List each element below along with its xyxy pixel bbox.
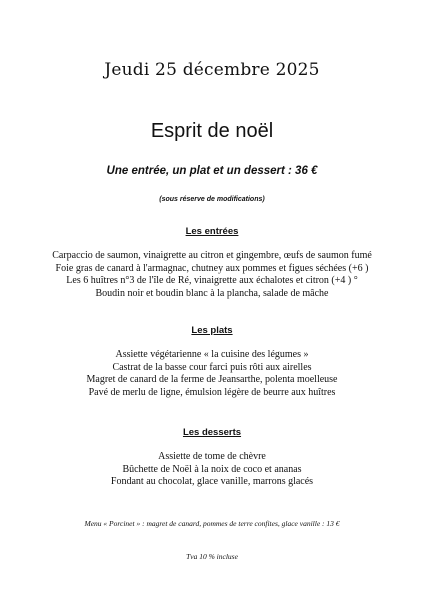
menu-title: Esprit de noël bbox=[150, 120, 274, 142]
section-items-entrees bbox=[0, 250, 424, 300]
menu-item: Magret de canard de la ferme de Jeansarthe, polenta moelleuse bbox=[86, 374, 338, 385]
menu-date: Jeudi 25 décembre 2025 bbox=[104, 60, 320, 80]
section-title-plats: Les plats bbox=[191, 325, 233, 336]
section-title-desserts: Les desserts bbox=[182, 427, 242, 438]
section-title-entrees: Les entrées bbox=[185, 226, 239, 237]
section-items-desserts bbox=[0, 451, 424, 489]
menu-item: Boudin noir et boudin blanc à la plancha, salade de mâche bbox=[95, 287, 329, 299]
menu-item: Carpaccio de saumon, vinaigrette au citron et gingembre, œufs de saumon fumé bbox=[52, 250, 372, 261]
menu-porcinet-line: Menu « Porcinet » : magret de canard, pommes de terre confites, glace vanille : 13 € bbox=[84, 519, 340, 528]
menu-item: Castrat de la basse cour farci puis rôti aux airelles bbox=[112, 361, 312, 373]
menu-item: Bûchette de Noël à la noix de coco et ananas bbox=[122, 463, 302, 475]
section-items-plats bbox=[0, 349, 424, 399]
menu-item: Assiette végétarienne « la cuisine des légumes » bbox=[115, 349, 309, 360]
menu-item: Pavé de merlu de ligne, émulsion légère de beurre aux huîtres bbox=[88, 386, 336, 398]
menu-note: (sous réserve de modifications) bbox=[159, 196, 265, 203]
menu-price-subtitle: Une entrée, un plat et un dessert : 36 € bbox=[106, 165, 318, 177]
menu-item: Foie gras de canard à l'armagnac, chutney aux pommes et figues séchées (+6 ) bbox=[55, 262, 369, 274]
menu-item: Les 6 huîtres n°3 de l'île de Ré, vinaigrette aux échalotes et citron (+4 ) ° bbox=[66, 275, 358, 286]
tva-note: Tva 10 % incluse bbox=[186, 552, 238, 561]
menu-item: Fondant au chocolat, glace vanille, marrons glacés bbox=[110, 476, 314, 487]
menu-item: Assiette de tome de chèvre bbox=[158, 451, 266, 462]
